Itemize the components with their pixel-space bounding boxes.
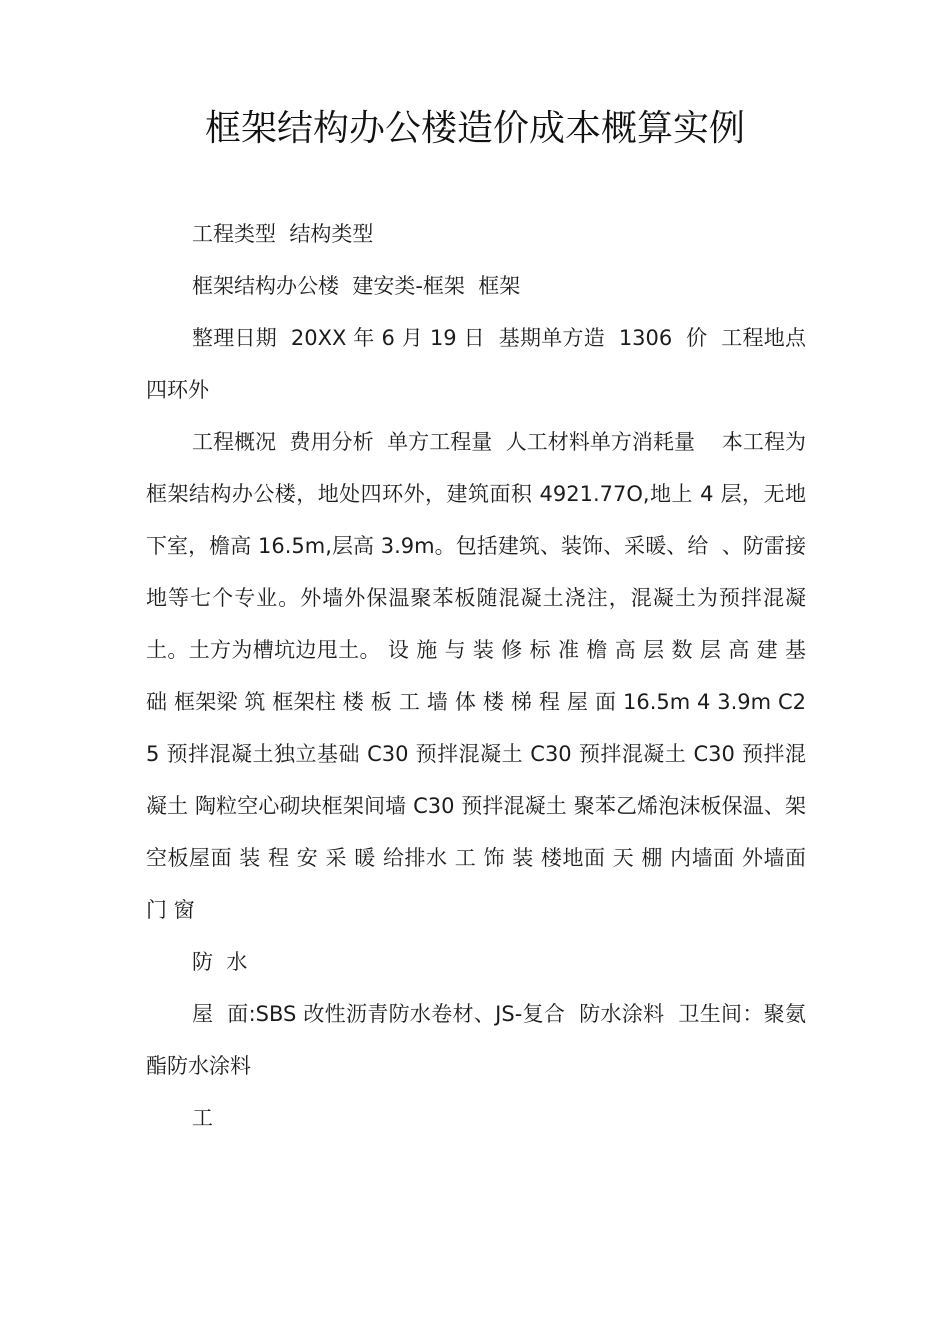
paragraph-project-type: 工程类型 结构类型	[192, 222, 374, 246]
paragraph-waterproof-detail: 屋 面:SBS 改性沥青防水卷材、JS-复合 防水涂料 卫生间：聚氨酯防水涂料	[146, 1002, 806, 1078]
paragraph-project-overview: 工程概况 费用分析 单方工程量 人工材料单方消耗量 本工程为框架结构办公楼，地处四环外，建筑面积 4921.77O,地上 4 层，无地下室，檐高 16.5m,层高 3.9m。包括建筑、装饰、采暖、给 、防雷接地等七个专业。外墙外保温聚苯板随混凝土浇注，混凝土为预拌混凝土。土方为槽坑边甩土。 设 施 与 装 修 标 准 檐 高 层 数 层 高 建 基 础 框架梁 筑 框架柱 楼 板 工 墙 体 楼 梯 程 屋 面 16.5m 4 3.9m C25 预拌混凝土独立基础 C30 预拌混凝土 C30 预拌混凝土 C30 预拌混凝土 陶粒空心砌块框架间墙 C30 预拌混凝土 聚苯乙烯泡沫板保温、架空板屋面 装 程 安 采 暖 给排水 工 饰 装 楼地面 天 棚 内墙面 外墙面 门 窗	[146, 430, 813, 922]
paragraph-waterproof-heading: 防 水	[192, 950, 248, 974]
paragraph-trailing: 工	[192, 1106, 213, 1130]
paragraph-date-location: 整理日期 20XX 年 6 月 19 日 基期单方造 1306 价 工程地点 四环外	[146, 326, 820, 402]
document-title: 框架结构办公楼造价成本概算实例	[204, 108, 745, 149]
paragraph-structure: 框架结构办公楼 建安类-框架 框架	[192, 274, 521, 298]
document-body	[146, 208, 820, 1144]
